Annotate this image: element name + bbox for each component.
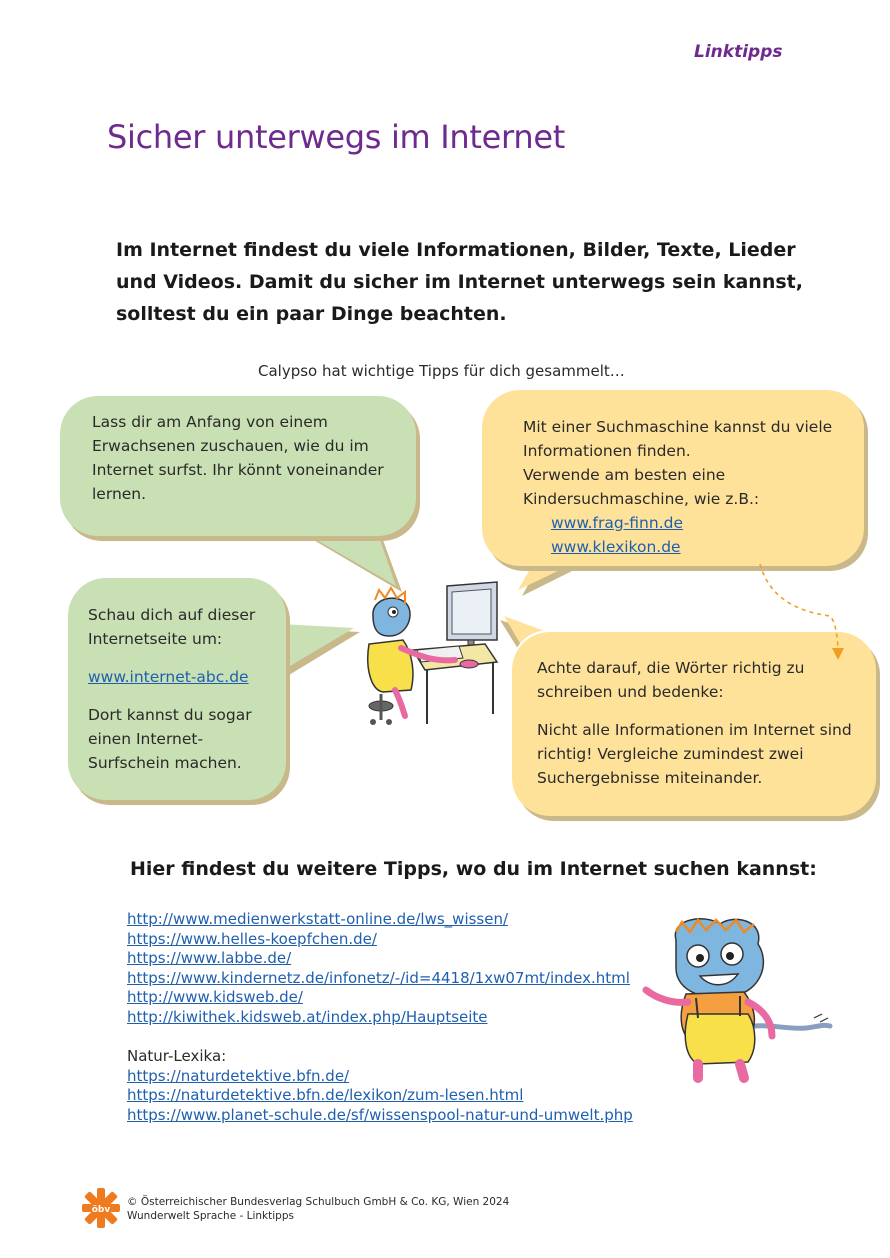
- tip-bubble-supervision-text: Lass dir am Anfang von einem Erwachsenen zuschauen, wie du im Internet surfst. Ihr könnt voneinander lernen.: [92, 413, 384, 503]
- oebv-logo-icon: [82, 1188, 120, 1228]
- link-item[interactable]: http://kiwithek.kidsweb.at/index.php/Hauptseite: [127, 1007, 488, 1026]
- more-tips-heading: Hier findest du weitere Tipps, wo du im Internet suchen kannst:: [130, 858, 817, 880]
- link-internet-abc[interactable]: www.internet-abc.de: [88, 668, 249, 686]
- footer-subtitle: Wunderwelt Sprache - Linktipps: [127, 1210, 294, 1222]
- link-frag-finn[interactable]: www.frag-finn.de: [551, 514, 684, 532]
- tip-search-line1: Mit einer Suchmaschine kannst du viele Informationen finden.: [523, 418, 833, 460]
- calypso-line: Calypso hat wichtige Tipps für dich gesammelt…: [258, 362, 625, 380]
- calypso-mascot-illustration: [636, 918, 836, 1090]
- tip-search-line2: Verwende am besten eine Kindersuchmaschine, wie z.B.:: [523, 466, 760, 508]
- footer: [127, 1195, 509, 1223]
- intro-paragraph: Im Internet findest du viele Informationen, Bilder, Texte, Lieder und Videos. Damit du sicher im Internet unterwegs sein kannst, solltest du ein paar Dinge beachten.: [116, 239, 803, 325]
- tip-abc-line1: Schau dich auf dieser Internetseite um:: [88, 606, 256, 648]
- links-list: [127, 910, 633, 1126]
- page-title: Sicher unterwegs im Internet: [107, 118, 565, 156]
- tip-spelling-line2: Nicht alle Informationen im Internet sind richtig! Vergleiche zumindest zwei Suchergebnisse miteinander.: [537, 721, 852, 787]
- link-item[interactable]: https://www.helles-koepfchen.de/: [127, 929, 377, 948]
- footer-copyright: © Österreichischer Bundesverlag Schulbuch GmbH & Co. KG, Wien 2024: [127, 1196, 510, 1208]
- header-tag: Linktipps: [694, 42, 783, 62]
- tip-bubble-search-engine-content: [523, 415, 853, 559]
- calypso-computer-illustration: [355, 578, 505, 728]
- link-item[interactable]: http://www.medienwerkstatt-online.de/lws_wissen/: [127, 910, 509, 928]
- natur-link-item[interactable]: https://naturdetektive.bfn.de/: [127, 1066, 350, 1085]
- oebv-logo-text: öbv: [91, 1205, 111, 1215]
- natur-link-item[interactable]: https://naturdetektive.bfn.de/lexikon/zum-lesen.html: [127, 1086, 524, 1105]
- link-item[interactable]: https://www.kindernetz.de/infonetz/-/id=4418/1xw07mt/index.html: [127, 968, 630, 987]
- tip-spelling-line1: Achte darauf, die Wörter richtig zu schreiben und bedenke:: [537, 659, 805, 701]
- tip-abc-line2: Dort kannst du sogar einen Internet-Surfschein machen.: [88, 706, 252, 772]
- link-item[interactable]: https://www.labbe.de/: [127, 949, 292, 968]
- dashed-arrow-icon: [740, 560, 860, 670]
- link-klexikon[interactable]: www.klexikon.de: [551, 538, 681, 556]
- natur-lexika-label: Natur-Lexika:: [127, 1047, 227, 1066]
- natur-link-item[interactable]: https://www.planet-schule.de/sf/wissenspool-natur-und-umwelt.php: [127, 1105, 633, 1124]
- link-item[interactable]: http://www.kidsweb.de/: [127, 988, 303, 1007]
- tip-bubble-internet-abc-content: [88, 603, 278, 775]
- tip-bubble-spelling-content: [537, 656, 859, 790]
